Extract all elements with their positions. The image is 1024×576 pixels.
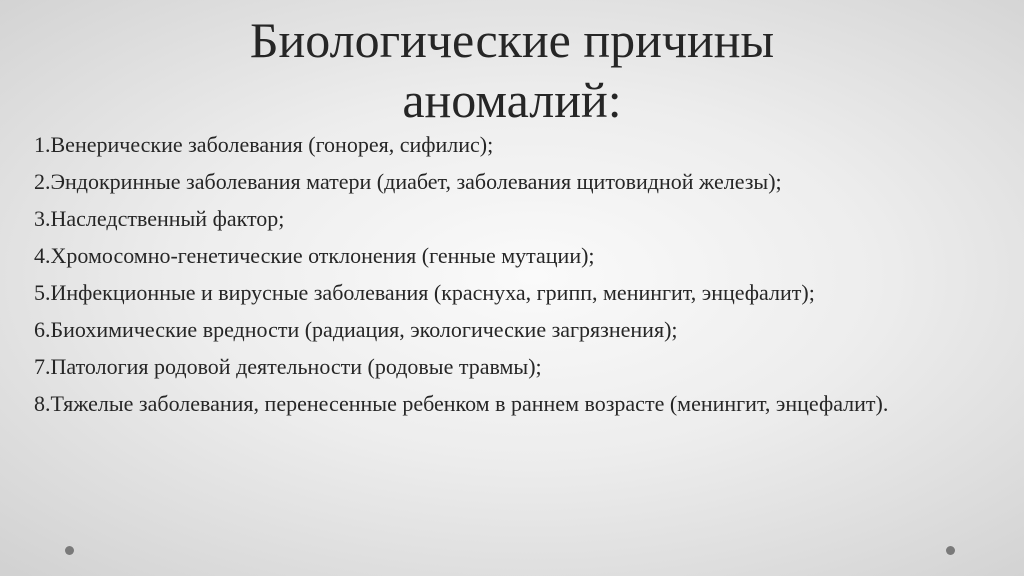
decorative-dot-right <box>946 546 955 555</box>
slide-title <box>0 10 1024 130</box>
decorative-dot-left <box>65 546 74 555</box>
list-item: 7.Патология родовой деятельности (родовые травмы); <box>34 354 542 379</box>
title-line-1: Биологические причины <box>249 12 775 68</box>
list-item: 3.Наследственный фактор; <box>34 206 285 231</box>
causes-list <box>34 132 994 428</box>
title-line-2: аномалий: <box>402 72 622 128</box>
list-item: 2.Эндокринные заболевания матери (диабет, заболевания щитовидной железы); <box>34 169 782 194</box>
list-item: 6.Биохимические вредности (радиация, экологические загрязнения); <box>34 317 678 342</box>
list-item: 4.Хромосомно-генетические отклонения (генные мутации); <box>34 243 595 268</box>
list-item: 5.Инфекционные и вирусные заболевания (краснуха, грипп, менингит, энцефалит); <box>34 280 815 305</box>
list-item: 8.Тяжелые заболевания, перенесенные ребенком в раннем возрасте (менингит, энцефалит). <box>34 391 889 416</box>
list-item: 1.Венерические заболевания (гонорея, сифилис); <box>34 132 494 157</box>
